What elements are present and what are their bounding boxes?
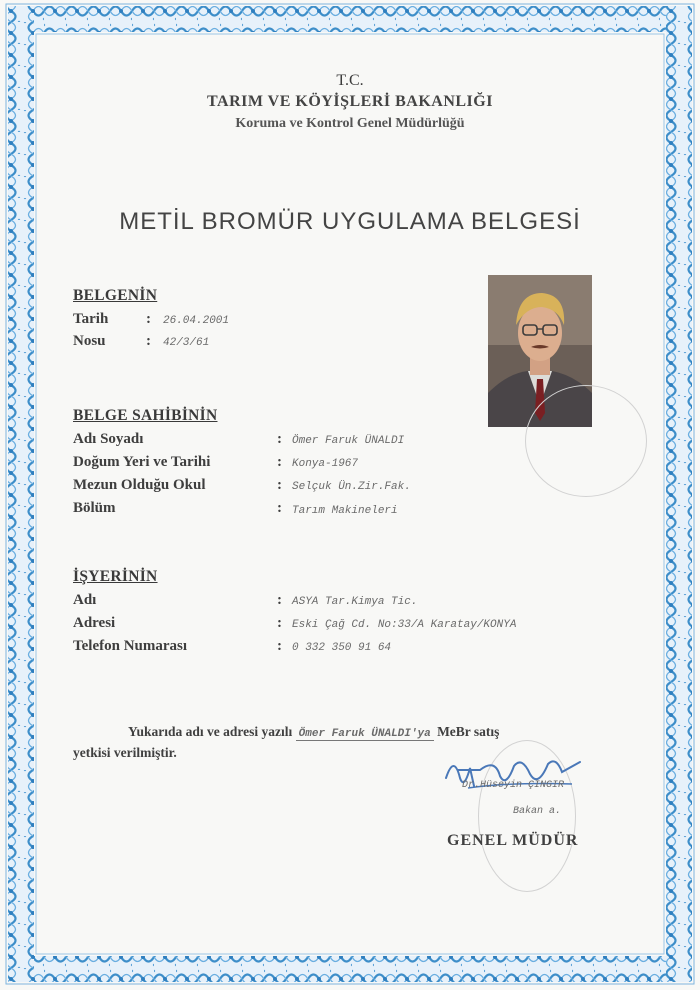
section-heading-belge-sahibinin: BELGE SAHİBİNİN xyxy=(73,407,218,424)
header-tc: T.C. xyxy=(336,72,364,89)
tarih-value: 26.04.2001 xyxy=(163,315,230,327)
nosu-label: Nosu xyxy=(73,333,106,349)
nosu-value: 42/3/61 xyxy=(163,337,210,349)
holder-name-label: Adı Soyadı xyxy=(73,431,144,447)
school-label: Mezun Olduğu Okul xyxy=(73,477,206,493)
statement-name-fill: Ömer Faruk ÜNALDI'ya xyxy=(296,728,434,741)
document-title: METİL BROMÜR UYGULAMA BELGESİ xyxy=(119,208,581,235)
school-separator: : xyxy=(277,477,282,493)
department-value: Tarım Makineleri xyxy=(292,505,398,517)
statement-line-1 xyxy=(128,724,499,741)
stamp-circle-photo xyxy=(525,385,647,497)
birth-place-date-value: Konya-1967 xyxy=(292,458,359,470)
holder-name-separator: : xyxy=(277,431,282,447)
workplace-name-value: ASYA Tar.Kimya Tic. xyxy=(292,596,418,608)
tarih-label: Tarih xyxy=(73,311,109,327)
signatory-name: Dr.Hüseyin ÇINGIR xyxy=(462,780,565,791)
workplace-phone-separator: : xyxy=(277,638,282,654)
school-value: Selçuk Ün.Zir.Fak. xyxy=(292,481,411,493)
workplace-phone-value: 0 332 350 91 64 xyxy=(292,642,392,654)
statement-suffix: MeBr satış xyxy=(437,724,500,739)
department-label: Bölüm xyxy=(73,500,116,516)
section-heading-isyerinin: İŞYERİNİN xyxy=(73,568,158,585)
header-directorate: Koruma ve Kontrol Genel Müdürlüğü xyxy=(235,116,465,131)
workplace-phone-label: Telefon Numarası xyxy=(73,638,188,654)
signatory-title: GENEL MÜDÜR xyxy=(447,832,579,849)
header-ministry: TARIM VE KÖYİŞLERİ BAKANLIĞI xyxy=(207,93,493,110)
nosu-separator: : xyxy=(146,333,151,349)
workplace-name-label: Adı xyxy=(73,592,97,608)
birth-place-date-label: Doğum Yeri ve Tarihi xyxy=(73,454,211,470)
workplace-address-separator: : xyxy=(277,615,282,631)
section-heading-belgenin: BELGENİN xyxy=(73,287,158,304)
birth-place-date-separator: : xyxy=(277,454,282,470)
tarih-separator: : xyxy=(146,311,151,327)
statement-line-2: yetkisi verilmiştir. xyxy=(73,745,177,760)
workplace-address-label: Adresi xyxy=(73,615,116,631)
signatory-role: Bakan a. xyxy=(513,806,562,817)
holder-name-value: Ömer Faruk ÜNALDI xyxy=(292,435,405,447)
workplace-address-value: Eski Çağ Cd. No:33/A Karatay/KONYA xyxy=(292,619,517,631)
workplace-name-separator: : xyxy=(277,592,282,608)
statement-prefix: Yukarıda adı ve adresi yazılı xyxy=(128,724,293,739)
department-separator: : xyxy=(277,500,282,516)
